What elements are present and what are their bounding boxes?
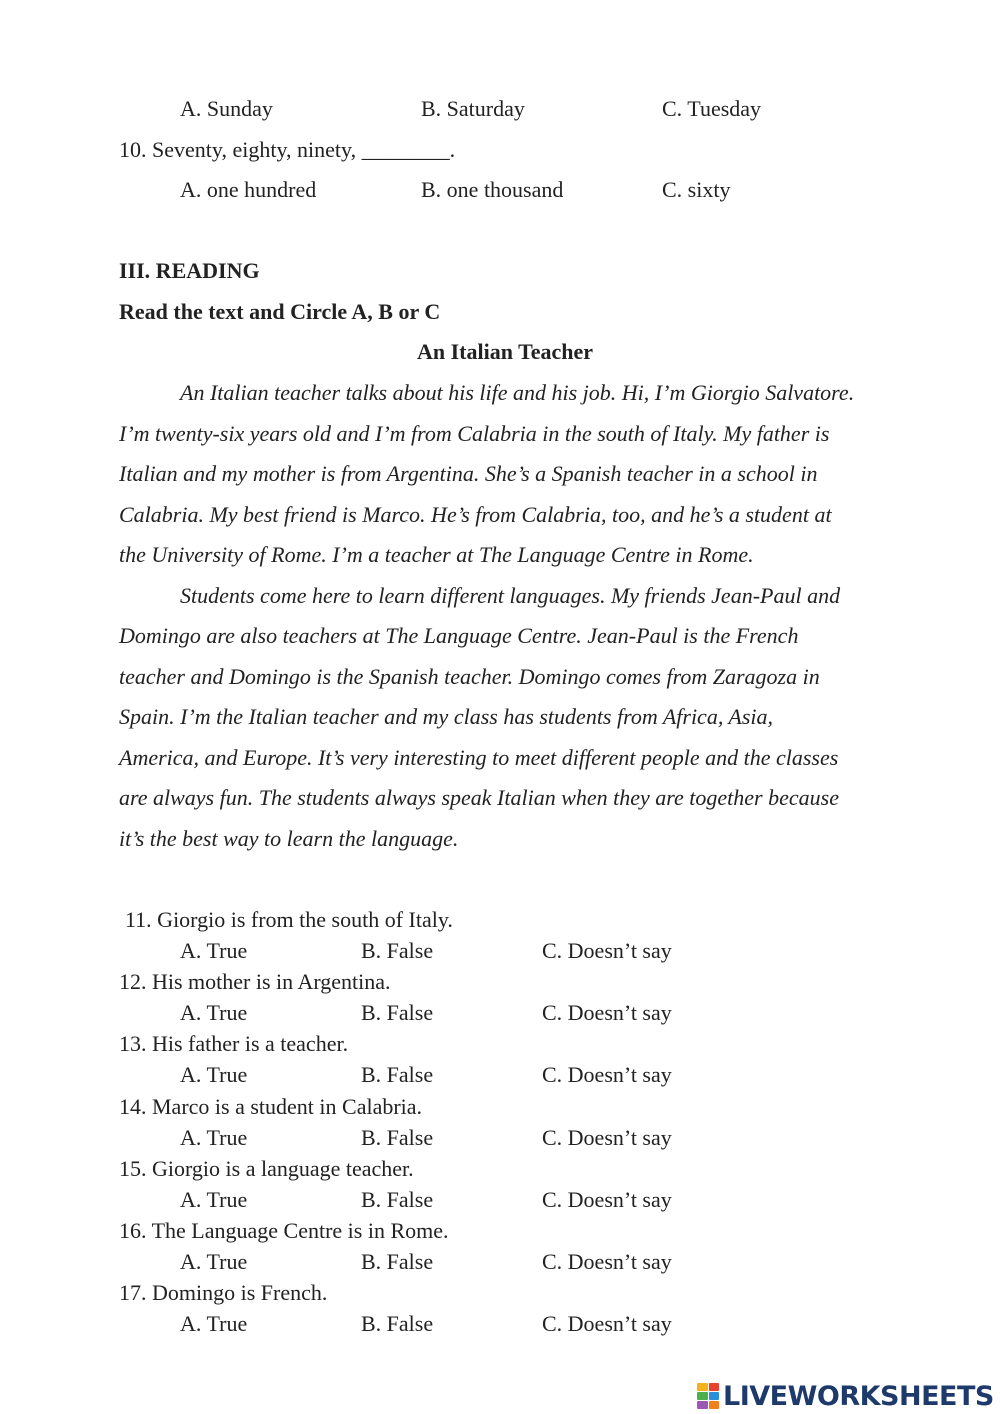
q10-option-a[interactable]: A. one hundred	[180, 177, 317, 202]
q10-option-b[interactable]: B. one thousand	[421, 177, 564, 202]
liveworksheets-logo	[697, 1378, 994, 1414]
passage-line: teacher and Domingo is the Spanish teacher. Domingo comes from Zaragoza in	[119, 664, 820, 689]
question-text: 17. Domingo is French.	[119, 1280, 328, 1305]
passage-line: Italian and my mother is from Argentina. She’s a Spanish teacher in a school in	[119, 461, 818, 486]
liveworksheets-logo-icon	[697, 1383, 719, 1409]
question-option-b[interactable]: B. False	[361, 938, 434, 963]
question-option-b[interactable]: B. False	[361, 1249, 434, 1274]
question-option-a[interactable]: A. True	[180, 1311, 248, 1336]
logo-tile	[709, 1401, 720, 1409]
question-option-b[interactable]: B. False	[361, 1062, 434, 1087]
question-text: 16. The Language Centre is in Rome.	[119, 1218, 449, 1243]
passage-line: Domingo are also teachers at The Language Centre. Jean-Paul is the French	[119, 623, 799, 648]
passage-line: America, and Europe. It’s very interesting to meet different people and the classes	[119, 745, 839, 770]
question-option-b[interactable]: B. False	[361, 1187, 434, 1212]
logo-tile	[697, 1401, 708, 1409]
question-text: 14. Marco is a student in Calabria.	[119, 1094, 423, 1119]
section-instruction: Read the text and Circle A, B or C	[119, 299, 441, 324]
passage-line: An Italian teacher talks about his life and his job. Hi, I’m Giorgio Salvatore.	[180, 380, 855, 405]
question-text: 11. Giorgio is from the south of Italy.	[125, 907, 453, 932]
question-option-c[interactable]: C. Doesn’t say	[542, 1125, 672, 1150]
passage-line: are always fun. The students always speak Italian when they are together because	[119, 785, 839, 810]
question-option-c[interactable]: C. Doesn’t say	[542, 1187, 672, 1212]
question-text: 13. His father is a teacher.	[119, 1031, 349, 1056]
q9-option-a[interactable]: A. Sunday	[180, 96, 273, 121]
question-option-a[interactable]: A. True	[180, 1187, 248, 1212]
question-option-b[interactable]: B. False	[361, 1125, 434, 1150]
q10-option-c[interactable]: C. sixty	[662, 177, 731, 202]
question-option-c[interactable]: C. Doesn’t say	[542, 1311, 672, 1336]
logo-tile	[709, 1383, 720, 1391]
section-heading: III. READING	[119, 258, 260, 283]
passage-line: it’s the best way to learn the language.	[119, 826, 459, 851]
question-option-a[interactable]: A. True	[180, 1125, 248, 1150]
question-option-a[interactable]: A. True	[180, 1249, 248, 1274]
question-option-a[interactable]: A. True	[180, 1000, 248, 1025]
question-option-c[interactable]: C. Doesn’t say	[542, 1000, 672, 1025]
question-option-b[interactable]: B. False	[361, 1000, 434, 1025]
question-option-c[interactable]: C. Doesn’t say	[542, 938, 672, 963]
passage-title: An Italian Teacher	[417, 339, 594, 364]
logo-tile	[697, 1392, 708, 1400]
question-text: 12. His mother is in Argentina.	[119, 969, 391, 994]
q9-option-c[interactable]: C. Tuesday	[662, 96, 762, 121]
passage-line: Students come here to learn different languages. My friends Jean-Paul and	[180, 583, 841, 608]
logo-tile	[697, 1383, 708, 1391]
passage-line: the University of Rome. I’m a teacher at The Language Centre in Rome.	[119, 542, 754, 567]
passage-line: Calabria. My best friend is Marco. He’s from Calabria, too, and he’s a student at	[119, 502, 832, 527]
question-option-a[interactable]: A. True	[180, 1062, 248, 1087]
passage-line: Spain. I’m the Italian teacher and my class has students from Africa, Asia,	[119, 704, 774, 729]
question-text: 15. Giorgio is a language teacher.	[119, 1156, 414, 1181]
question-option-b[interactable]: B. False	[361, 1311, 434, 1336]
liveworksheets-logo-text: LIVEWORKSHEETS	[723, 1380, 994, 1412]
question-option-c[interactable]: C. Doesn’t say	[542, 1062, 672, 1087]
q9-option-b[interactable]: B. Saturday	[421, 96, 525, 121]
q10-question: 10. Seventy, eighty, ninety, ________.	[119, 137, 456, 162]
question-option-a[interactable]: A. True	[180, 938, 248, 963]
passage-line: I’m twenty-six years old and I’m from Calabria in the south of Italy. My father is	[119, 421, 830, 446]
question-option-c[interactable]: C. Doesn’t say	[542, 1249, 672, 1274]
logo-tile	[709, 1392, 720, 1400]
